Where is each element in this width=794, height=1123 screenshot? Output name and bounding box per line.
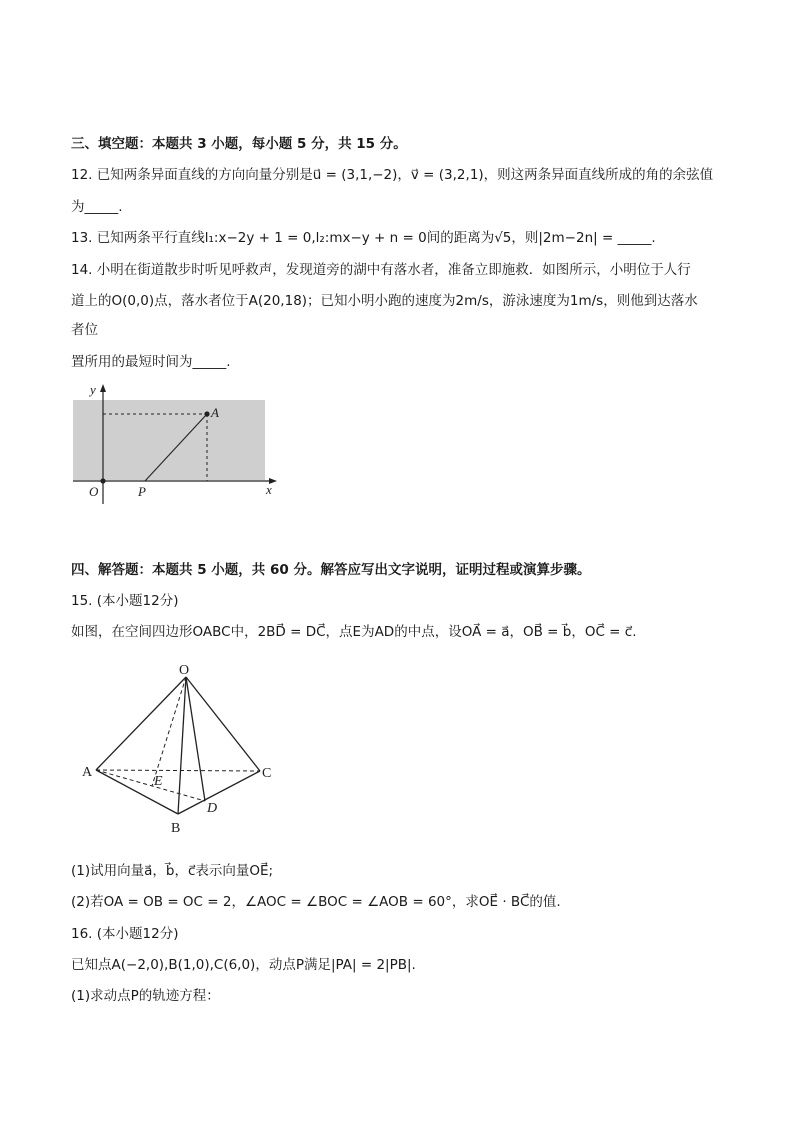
label-A: A	[82, 765, 93, 780]
lake-region	[73, 400, 265, 480]
question-16-header: 16. (本小题12分)	[71, 926, 179, 942]
question-14-line-1: 14. 小明在街道散步时听见呼救声，发现道旁的湖中有落水者，准备立即施救．如图所示，小明位于人行	[71, 262, 691, 278]
question-14-line-4: 置所用的最短时间为_____.	[71, 354, 231, 370]
label-D: D	[207, 801, 218, 816]
edge-OA	[96, 677, 186, 770]
question-15-part-1: (1)试用向量a⃗，b⃗，c⃗表示向量OE⃗;	[71, 863, 274, 879]
edge-OD	[186, 677, 205, 801]
label-B: B	[171, 821, 181, 836]
label-C: C	[262, 766, 272, 781]
label-O: O	[89, 484, 99, 499]
question-15-header: 15. (本小题12分)	[71, 593, 179, 609]
question-14-line-3: 者位	[71, 322, 98, 338]
edge-BC	[178, 771, 260, 814]
edge-AC-dashed	[96, 770, 260, 771]
label-x: x	[266, 482, 272, 497]
label-E: E	[154, 774, 163, 789]
point-O-dot	[100, 478, 105, 483]
section-4-heading: 四、解答题：本题共 5 小题，共 60 分。解答应写出文字说明，证明过程或演算步骤。	[71, 562, 591, 578]
question-16-part-1: (1)求动点P的轨迹方程：	[71, 988, 220, 1004]
lake-rescue-figure	[68, 380, 283, 504]
question-14-line-2: 道上的O(0,0)点，落水者位于A(20,18)；已知小明小跑的速度为2m/s，游泳速度为1m/s，则他到达落水	[71, 293, 698, 309]
tetrahedron-figure	[78, 660, 278, 838]
question-13: 13. 已知两条平行直线l₁:x−2y + 1 = 0,l₂:mx−y + n = 0间的距离为√5，则|2m−2n| = _____.	[71, 230, 656, 246]
question-15-part-2: (2)若OA = OB = OC = 2，∠AOC = ∠BOC = ∠AOB = 60°，求OE⃗ · BC⃗的值.	[71, 894, 561, 910]
edge-AD-dashed	[96, 770, 205, 801]
y-axis-arrow	[100, 384, 106, 392]
question-16-stem: 已知点A(−2,0),B(1,0),C(6,0)，动点P满足|PA| = 2|PB|.	[71, 957, 416, 973]
edge-AB	[96, 770, 178, 814]
label-y: y	[90, 382, 96, 397]
label-O: O	[179, 663, 190, 678]
label-P: P	[138, 484, 146, 499]
edge-OC	[186, 677, 260, 771]
point-A-dot	[204, 411, 209, 416]
label-A: A	[211, 405, 219, 420]
question-12-line-1: 12. 已知两条异面直线的方向向量分别是u⃗ = (3,1,−2)，v⃗ = (3,2,1)，则这两条异面直线所成的角的余弦值	[71, 167, 714, 183]
question-12-line-2: 为_____.	[71, 199, 123, 215]
section-3-heading: 三、填空题：本题共 3 小题，每小题 5 分，共 15 分。	[71, 136, 407, 152]
question-15-stem: 如图，在空间四边形OABC中，2BD⃗ = DC⃗，点E为AD的中点，设OA⃗ = a⃗，OB⃗ = b⃗，OC⃗ = c⃗.	[71, 624, 637, 640]
